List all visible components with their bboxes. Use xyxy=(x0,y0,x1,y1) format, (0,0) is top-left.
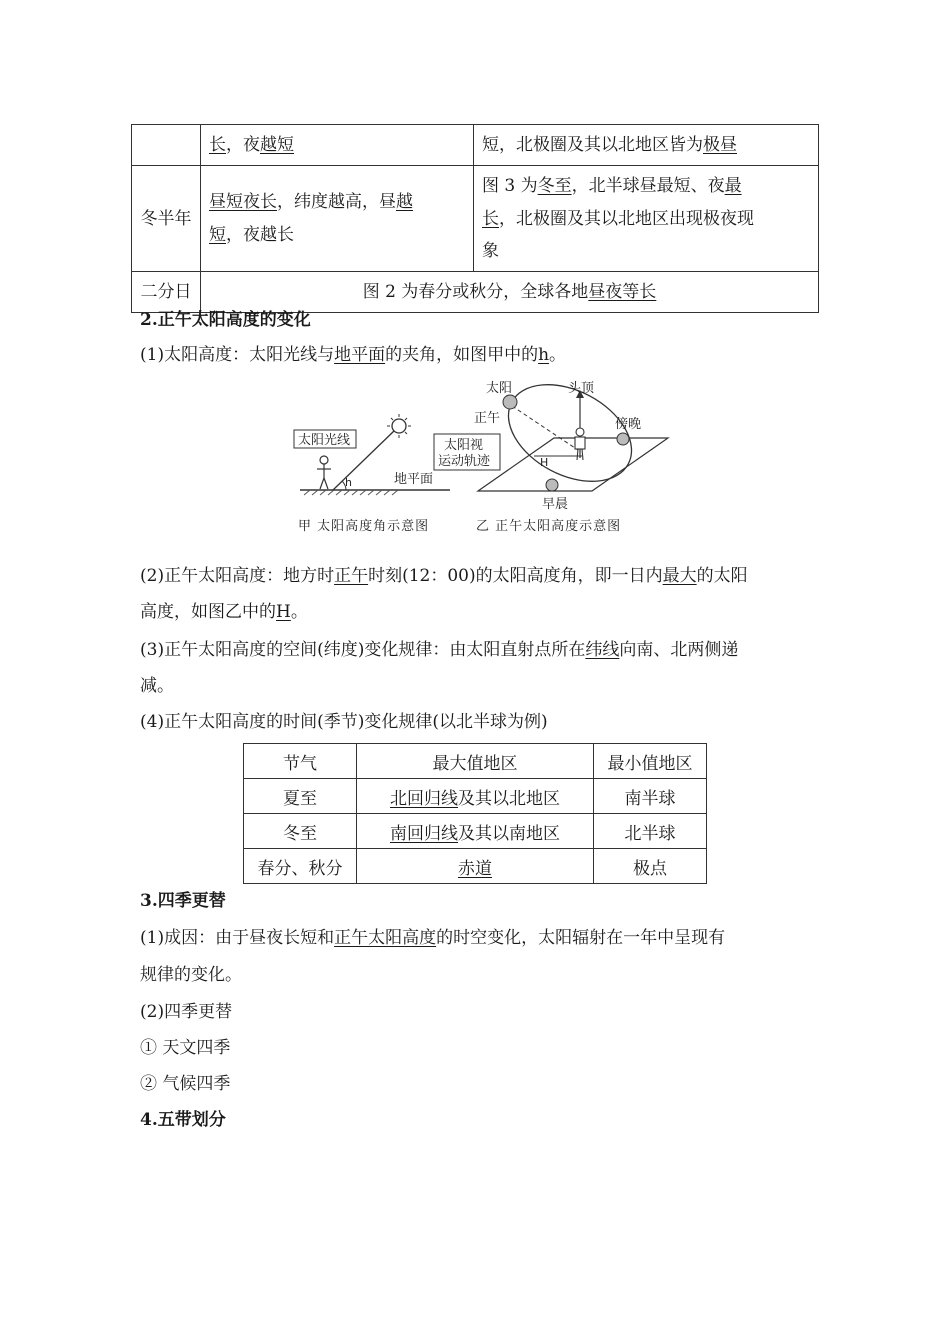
noon-ray-dashed xyxy=(512,406,578,450)
text: ，北半球昼最短、夜 xyxy=(571,176,725,197)
caption-left: 甲 太阳高度角示意图 xyxy=(298,519,430,534)
text: 。 xyxy=(290,602,308,622)
text: 向南、北两侧递 xyxy=(619,640,739,660)
table-header: 最大值地区 xyxy=(357,744,594,779)
list-item: ① 天文四季 xyxy=(140,1038,231,1058)
table-cell: 夏至 xyxy=(244,779,357,814)
text: 。 xyxy=(549,345,567,365)
angle-h-label: h xyxy=(345,476,352,489)
table-cell xyxy=(357,814,594,849)
table-row xyxy=(132,125,819,166)
text: 图 2 为春分或秋分，全球各地 xyxy=(362,282,589,303)
text: 的时空变化，太阳辐射在一年中呈现有 xyxy=(436,928,726,948)
table-cell: 南半球 xyxy=(594,779,707,814)
paragraph xyxy=(140,920,820,956)
ground-label: 地平面 xyxy=(394,472,434,487)
paragraph xyxy=(140,337,820,373)
text: 图 3 为 xyxy=(482,176,538,197)
text: 及其以北地区 xyxy=(458,788,560,809)
table-cell xyxy=(474,166,819,272)
paragraph: 减。 xyxy=(140,676,174,696)
table-cell: 春分、秋分 xyxy=(244,849,357,884)
dawn-label: 早晨 xyxy=(542,497,569,512)
underlined-text: h xyxy=(538,345,550,365)
paragraph xyxy=(140,558,820,594)
paragraph: 规律的变化。 xyxy=(140,965,242,985)
paragraph: (2)四季更替 xyxy=(140,1002,233,1022)
underlined-text: 越短 xyxy=(260,135,294,155)
underlined-text: 最 xyxy=(724,176,742,197)
underlined-text: 最大 xyxy=(662,566,697,586)
text: 的夹角，如图甲中的 xyxy=(385,345,539,365)
underlined-text: 越 xyxy=(396,192,413,213)
underlined-text: 昼夜等长 xyxy=(588,282,657,303)
underlined-text: H xyxy=(276,602,291,622)
text: ，北极圈及其以北地区出现极夜现 xyxy=(499,208,754,229)
table-cell xyxy=(201,125,474,166)
table-header: 节气 xyxy=(244,744,357,779)
table-cell xyxy=(201,166,474,272)
text: 及其以南地区 xyxy=(458,823,560,844)
table-cell xyxy=(474,125,819,166)
text: 高度，如图乙中的 xyxy=(140,602,276,622)
dusk-sun-icon xyxy=(617,433,629,445)
table-cell: 北半球 xyxy=(594,814,707,849)
text: 短，北极圈及其以北地区皆为 xyxy=(482,135,703,155)
table-cell xyxy=(357,779,594,814)
diagram-svg xyxy=(290,378,680,543)
underlined-text: 长 xyxy=(209,135,226,155)
text: (1)成因：由于昼夜长短和 xyxy=(140,928,335,948)
underlined-text: 纬线 xyxy=(585,640,620,660)
caption-right: 乙 正午太阳高度示意图 xyxy=(476,519,622,534)
sun-label: 太阳 xyxy=(486,381,513,396)
sun-altitude-diagram xyxy=(290,378,680,548)
underlined-text: 冬至 xyxy=(537,176,572,197)
horizon-plane xyxy=(478,438,668,491)
noon-label: 正午 xyxy=(474,411,501,426)
table-cell-label: 二分日 xyxy=(132,272,201,313)
table-row xyxy=(244,779,707,814)
zenith-label: 头顶 xyxy=(568,381,595,396)
text: 的太阳 xyxy=(696,566,748,586)
text: ，纬度越高，昼 xyxy=(277,192,396,213)
table-cell xyxy=(357,849,594,884)
noon-sun-icon xyxy=(503,395,517,409)
table-cell: 极点 xyxy=(594,849,707,884)
text: ，夜越长 xyxy=(226,224,294,245)
underlined-text: 正午 xyxy=(334,566,369,586)
text: 时刻(12：00)的太阳高度角，即一日内 xyxy=(368,566,663,586)
text: 象 xyxy=(482,240,499,261)
sun-icon xyxy=(392,419,406,433)
text: (3)正午太阳高度的空间(纬度)变化规律：由太阳直射点所在 xyxy=(140,640,586,660)
table-row xyxy=(244,814,707,849)
paragraph xyxy=(140,632,820,668)
section-heading: 2.正午太阳高度的变化 xyxy=(140,310,311,330)
table-cell: 冬至 xyxy=(244,814,357,849)
text: (2)正午太阳高度：地方时 xyxy=(140,566,335,586)
underlined-text: 昼短夜长 xyxy=(209,192,277,213)
section-heading: 3.四季更替 xyxy=(140,891,226,911)
underlined-text: 正午太阳高度 xyxy=(334,928,437,948)
underlined-text: 短 xyxy=(209,224,226,245)
noon-altitude-table xyxy=(243,743,707,884)
underlined-text: 赤道 xyxy=(458,858,492,879)
table-header: 最小值地区 xyxy=(594,744,707,779)
underlined-text: 极昼 xyxy=(703,135,737,155)
path-label-1: 太阳视 xyxy=(444,438,484,453)
person-icon xyxy=(317,456,331,489)
paragraph: (4)正午太阳高度的时间(季节)变化规律(以北半球为例) xyxy=(140,712,548,732)
path-label-2: 运动轨迹 xyxy=(438,454,491,469)
day-night-table xyxy=(131,124,819,313)
underlined-text: 北回归线 xyxy=(390,788,458,809)
table-row xyxy=(132,166,819,272)
table-cell-label xyxy=(132,125,201,166)
underlined-text: 南回归线 xyxy=(390,823,458,844)
sunray-label: 太阳光线 xyxy=(298,433,351,448)
paragraph xyxy=(140,594,820,630)
dusk-label: 傍晚 xyxy=(615,417,642,432)
text: ，夜 xyxy=(226,135,260,155)
underlined-text: 长 xyxy=(482,208,499,229)
underlined-text: 地平面 xyxy=(334,345,386,365)
H-label: H xyxy=(540,456,549,469)
table-header-row xyxy=(244,744,707,779)
dawn-sun-icon xyxy=(546,479,558,491)
list-item: ② 气候四季 xyxy=(140,1074,231,1094)
text: (1)太阳高度：太阳光线与 xyxy=(140,345,335,365)
section-heading: 4.五带划分 xyxy=(140,1110,226,1130)
table-row xyxy=(244,849,707,884)
table-cell-label: 冬半年 xyxy=(132,166,201,272)
